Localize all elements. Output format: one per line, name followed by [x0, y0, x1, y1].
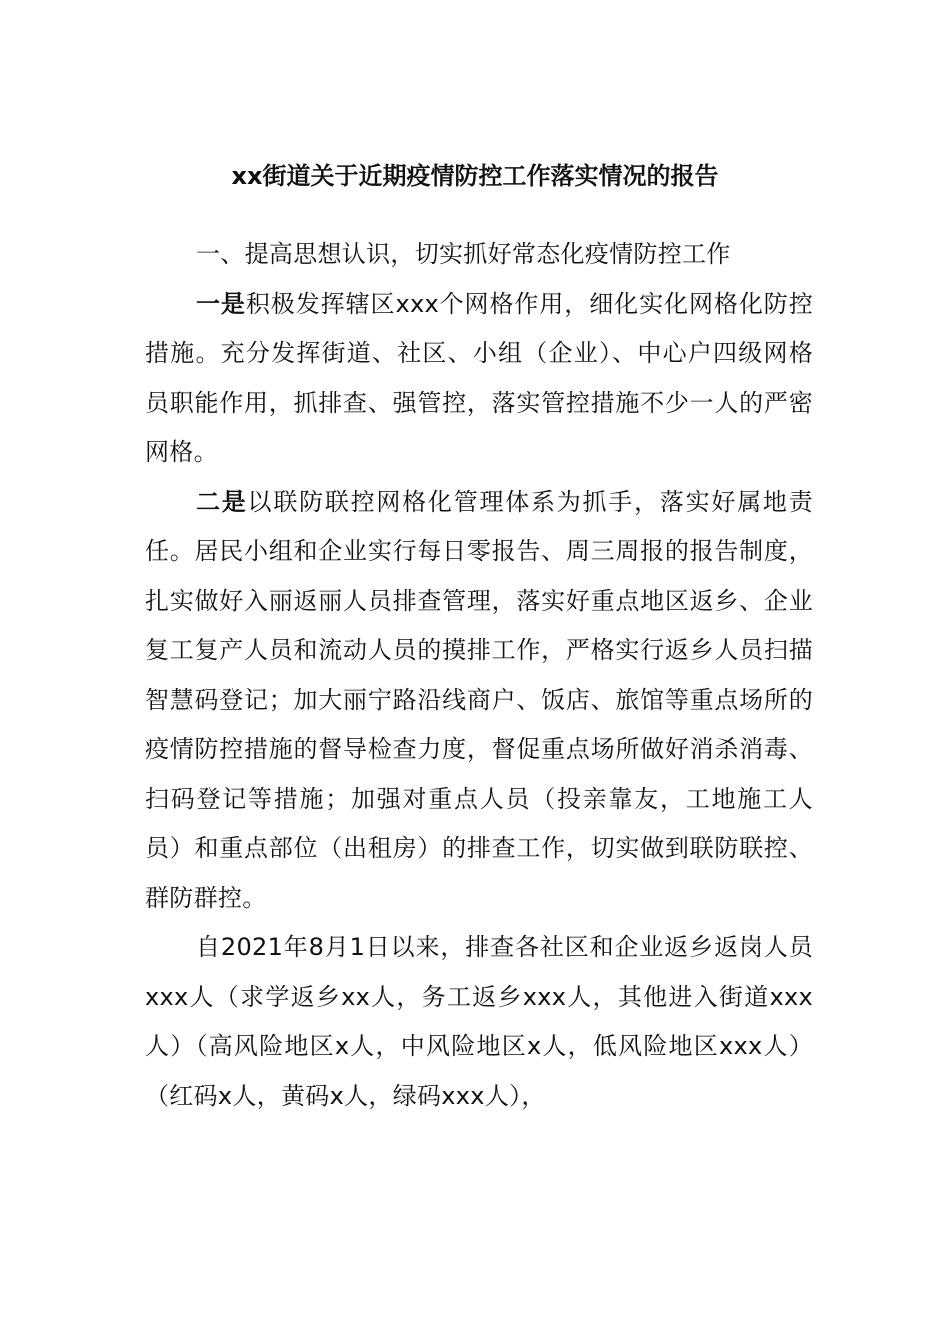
document-body: [145, 230, 813, 1121]
section-heading: 一、提高思想认识，切实抓好常态化疫情防控工作: [196, 240, 731, 268]
paragraph-2: [145, 478, 813, 924]
paragraph-2-lead: 二是: [196, 487, 248, 516]
paragraph-1-text: 积极发挥辖区xxx个网格作用，细化实化网格化防控措施。充分发挥街道、社区、小组（企业）、中心户四级网格员职能作用，抓排查、强管控，落实管控措施不少一人的严密网格。: [145, 289, 813, 466]
document-title: xx街道关于近期疫情防控工作落实情况的报告: [231, 162, 719, 190]
paragraph-1-lead: 一是: [196, 289, 246, 318]
paragraph-3-text: 自2021年8月1日以来，排查各社区和企业返乡返岗人员xxx人（求学返乡xx人，务工返乡xxx人，其他进入街道xxx人）（高风险地区x人，中风险地区x人，低风险地区xxx人）（红码x人，黄码x人，绿码xxx人），: [145, 933, 813, 1110]
paragraph-2-text: 以联防联控网格化管理体系为抓手，落实好属地责任。居民小组和企业实行每日零报告、周三周报的报告制度，扎实做好入丽返丽人员排查管理，落实好重点地区返乡、企业复工复产人员和流动人员的摸排工作，严格实行返乡人员扫描智慧码登记；加大丽宁路沿线商户、饭店、旅馆等重点场所的疫情防控措施的督导检查力度，督促重点场所做好消杀消毒、扫码登记等措施；加强对重点人员（投亲靠友，工地施工人员）和重点部位（出租房）的排查工作，切实做到联防联控、群防群控。: [145, 487, 813, 912]
paragraph-1: [145, 280, 813, 478]
paragraph-3: [145, 923, 813, 1121]
